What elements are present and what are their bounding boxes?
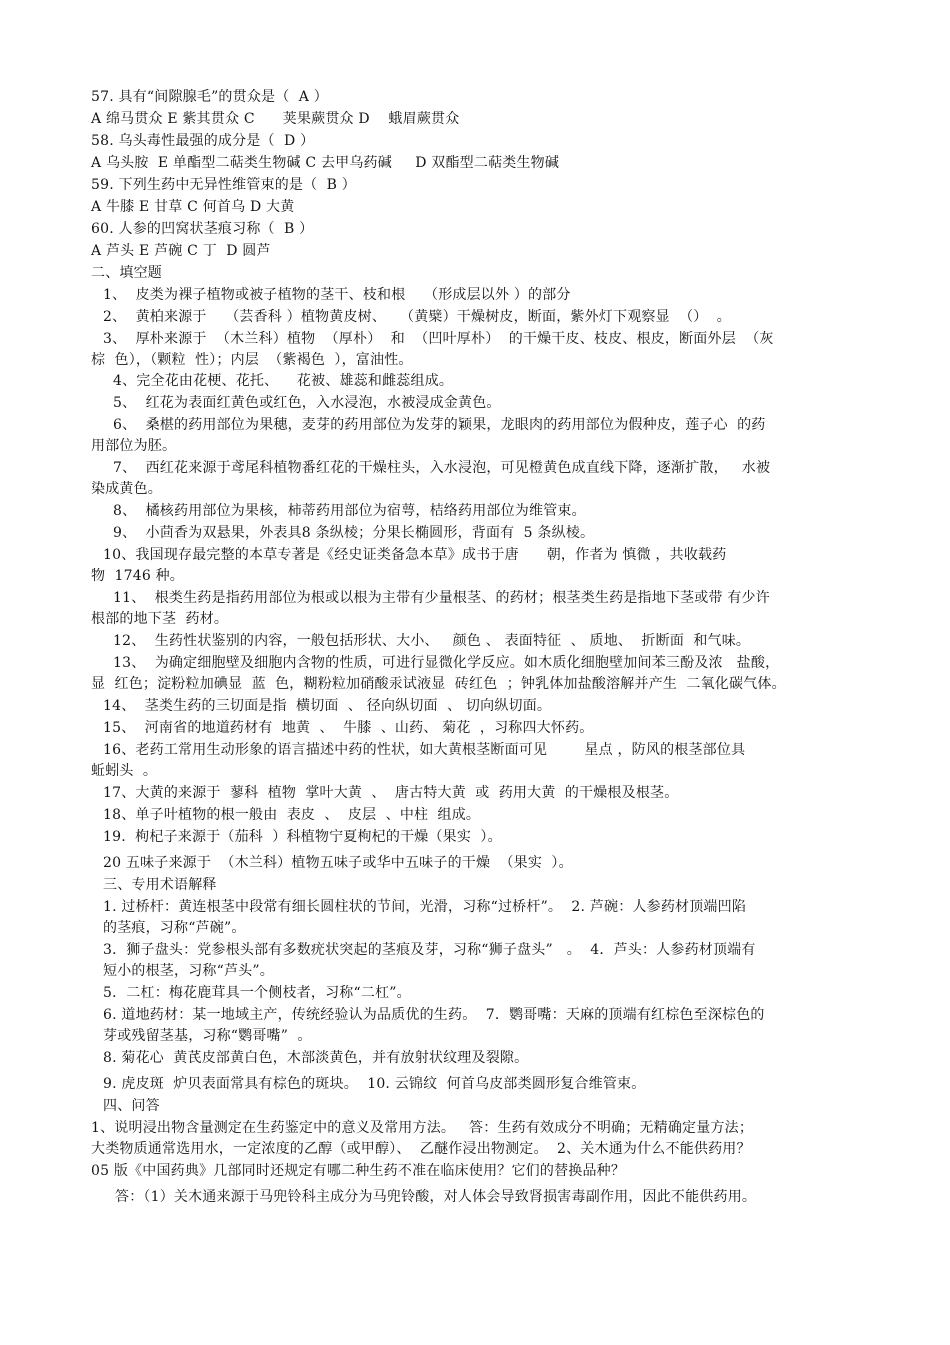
fill-item-9: 9、 小茴香为双悬果，外表具8 条纵棱；分果长椭圆形，背面有 5 条纵棱。 bbox=[113, 525, 595, 541]
term-6-7: 6. 道地药材：某一地域主产，传统经验认为品质优的生药。 7．鹦哥嘴：天麻的顶端有红棕色至深棕色的 bbox=[103, 1007, 765, 1023]
term-9-10: 9. 虎皮斑 炉贝表面常具有棕色的斑块。 10. 云锦纹 何首乌皮部类圆形复合维管束。 bbox=[103, 1076, 646, 1092]
term-7-cont: 芽或残留茎基，习称“鹦哥嘴” 。 bbox=[103, 1028, 312, 1044]
q60-options: A 芦头 E 芦碗 C 丁 D 圆芦 bbox=[91, 243, 271, 259]
q57-question: 57. 具有“间隙腺毛”的贯众是（ A ） bbox=[91, 89, 328, 105]
q58-question: 58. 乌头毒性最强的成分是（ D ） bbox=[91, 133, 315, 149]
fill-item-6: 6、 桑椹的药用部位为果穗，麦芽的药用部位为发芽的颖果，龙眼肉的药用部位为假种皮，莲子心 的药 bbox=[113, 417, 766, 433]
fill-item-14: 14、 茎类生药的三切面是指 横切面 、 径向纵切面 、 切向纵切面。 bbox=[103, 698, 552, 714]
fill-item-17: 17、大黄的来源于 蓼科 植物 掌叶大黄 、 唐古特大黄 或 药用大黄 的干燥根及根茎。 bbox=[103, 785, 679, 801]
qa-1-cont: 大类物质通常选用水，一定浓度的乙醇（或甲醇）、 乙醚作浸出物测定。 2、关木通为什么不能供药用？ bbox=[91, 1141, 751, 1157]
term-1-2: 1. 过桥杆：黄连根茎中段常有细长圆柱状的节间，光滑，习称“过桥杆”。 2. 芦碗：人参药材顶端凹陷 bbox=[103, 899, 747, 915]
section-heading-terms: 三、专用术语解释 bbox=[103, 877, 217, 893]
fill-item-8: 8、 橘核药用部位为果核，柿蒂药用部位为宿萼，桔络药用部位为维管束。 bbox=[113, 503, 586, 519]
term-8: 8. 菊花心 黄芪皮部黄白色，木部淡黄色，并有放射状纹理及裂隙。 bbox=[103, 1050, 529, 1066]
fill-item-10-cont: 物 1746 种。 bbox=[91, 568, 184, 584]
fill-item-4: 4、完全花由花梗、花托、 花被、雄蕊和雌蕊组成。 bbox=[113, 373, 454, 389]
term-2-cont: 的茎痕，习称“芦碗”。 bbox=[103, 920, 246, 936]
fill-item-13: 13、 为确定细胞壁及细胞内含物的性质，可进行显微化学反应。如木质化细胞壁加间苯三酚及浓 盐酸， bbox=[113, 655, 780, 671]
fill-item-13-cont: 显 红色；淀粉粒加碘显 蓝 色，糊粉粒加硝酸汞试液显 砖红色 ；钟乳体加盐酸溶解并产生 二氧化碳气体。 bbox=[91, 676, 786, 692]
fill-item-12: 12、 生药性状鉴别的内容，一般包括形状、大小、 颜色 、 表面特征 、 质地、 折断面 和气味。 bbox=[113, 633, 751, 649]
fill-item-5: 5、 红花为表面红黄色或红色，入水浸泡，水被浸成金黄色。 bbox=[113, 395, 501, 411]
fill-item-11-cont: 根部的地下茎 药材。 bbox=[91, 611, 229, 627]
term-5: 5．二杠：梅花鹿茸具一个侧枝者，习称“二杠”。 bbox=[103, 985, 411, 1001]
fill-item-6-cont: 用部位为胚。 bbox=[91, 438, 177, 454]
fill-item-3: 3、 厚朴来源于 （木兰科）植物 （厚朴） 和 （凹叶厚朴） 的干燥干皮、枝皮、根皮，断面外层 （灰 bbox=[103, 331, 774, 347]
fill-item-11: 11、 根类生药是指药用部位为根或以根为主带有少量根茎、的药材；根茎类生药是指地下茎或带 有少许 bbox=[113, 590, 770, 606]
fill-item-10: 10、我国现存最完整的本草专著是《经史证类备急本草》成书于唐 朝，作者为 慎微 ，共收载药 bbox=[103, 547, 727, 563]
term-3-4: 3．狮子盘头：党参根头部有多数疣状突起的茎痕及芽，习称“狮子盘头” 。 4．芦头：人参药材顶端有 bbox=[103, 942, 756, 958]
qa-1: 1、说明浸出物含量测定在生药鉴定中的意义及常用方法。 答：生药有效成分不明确；无精确定量方法； bbox=[91, 1120, 754, 1136]
section-heading-qa: 四、问答 bbox=[103, 1098, 160, 1114]
fill-item-2: 2、 黄柏来源于 （芸香科 ）植物黄皮树、 （黄檗）干燥树皮，断面，紫外灯下观察显 （） 。 bbox=[103, 309, 732, 325]
qa-2-cont: 05 版《中国药典》几部同时还规定有哪二种生药不准在临床使用？它们的替换品种？ bbox=[91, 1163, 626, 1179]
fill-item-18: 18、单子叶植物的根一般由 表皮 、 皮层 、中柱 组成。 bbox=[103, 807, 481, 823]
q59-options: A 牛膝 E 甘草 C 何首乌 D 大黄 bbox=[91, 199, 295, 215]
fill-item-15: 15、 河南省的地道药材有 地黄 、 牛膝 、山药、 菊花 ，习称四大怀药。 bbox=[103, 720, 594, 736]
fill-item-16: 16、老药工常用生动形象的语言描述中药的性状，如大黄根茎断面可见 星点 ，防风的根茎部位具 bbox=[103, 742, 746, 758]
fill-item-1: 1、 皮类为裸子植物或被子植物的茎干、枝和根 （形成层以外 ）的部分 bbox=[103, 287, 571, 303]
q60-question: 60. 人参的凹窝状茎痕习称（ B ） bbox=[91, 221, 314, 237]
q58-options: A 乌头胺 E 单酯型二萜类生物碱 C 去甲乌药碱 D 双酯型二萜类生物碱 bbox=[91, 155, 560, 171]
fill-item-19: 19. 枸杞子来源于（茄科 ）科植物宁夏枸杞的干燥（果实 ）。 bbox=[103, 829, 502, 845]
fill-item-7: 7、 西红花来源于鸢尾科植物番红花的干燥柱头，入水浸泡，可见橙黄色成直线下降，逐渐扩散， 水被 bbox=[113, 460, 771, 476]
fill-item-20: 20 五味子来源于 （木兰科）植物五味子或华中五味子的干燥 （果实 ）。 bbox=[103, 855, 573, 871]
fill-item-16-cont: 蚯蚓头 。 bbox=[91, 763, 158, 779]
q59-question: 59. 下列生药中无异性维管束的是（ B ） bbox=[91, 177, 356, 193]
section-heading-fill-in: 二、填空题 bbox=[91, 265, 162, 281]
qa-2-answer: 答：（1）关木通来源于马兜铃科主成分为马兜铃酸，对人体会导致肾损害毒副作用，因此不能供药用。 bbox=[115, 1189, 757, 1205]
q57-options: A 绵马贯众 E 紫其贯众 C 荚果蕨贯众 D 蛾眉蕨贯众 bbox=[91, 111, 460, 127]
term-4-cont: 短小的根茎，习称“芦头”。 bbox=[103, 963, 274, 979]
fill-item-7-cont: 染成黄色。 bbox=[91, 481, 162, 497]
fill-item-3-cont: 棕 色），（颗粒 性）；内层 （紫褐色 ），富油性。 bbox=[91, 352, 413, 368]
